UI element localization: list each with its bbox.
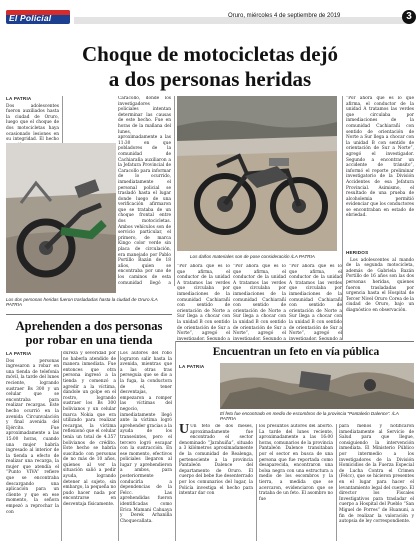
main-story-col3c-text: “Por ahora que es lo que afirma, el conductor de la unidad A tratamos las verdes que circulaba por inmediaciones de la comunidad Cachiarañí con sentido de orientación de Norte a Sur llega a chocar con la unidad B con sentido de orientación de Sur a Norte”, agregó el investigador. Segundo a: [289, 264, 342, 340]
main-story-col1-text: Dos adolescentes fueron auxiliados hasta la ciudad de Oruro, luego que el choque de dos motocicletas haya ocasionado lesiones en su integridad. El hecho: [6, 103, 59, 143]
story3-col2: [259, 424, 333, 541]
story2-col1: [6, 351, 59, 541]
brand-name: El Policial: [9, 13, 52, 23]
story2-col3-text: Los autores del robo lograron salir hasta la avenida, mientras que a las otras tras perseguía que se dio a la fuga, la conductora de el, tener desventajas, empezaron a romper las víctimas del negocio, inmediatamente llegó ante la víctima logró aprehender gracias a la ayuda de los transeúntes, pero el tercero logró escapar con la sustracción. En ese momento, efectivos policiales llegaron al lugar y aprehendieron a ambos, para posteriormente conducirla a dependencias de la Felcc. Las aprehendidas fueron identificadas como Erica Mamani Cahuaya y Derek Arhanilla Choquecallata.: [120, 351, 172, 524]
main-story-col4: [346, 96, 414, 246]
story2-col2: [63, 351, 116, 541]
main-story-col3-text: “Por ahora que es lo que afirma, el conductor de la unidad A tratamos las verdes que circulaba por inmediaciones de la comunidad Cachiarañí con sentido de orientación de Norte a Sur llega a chocar con la unidad B con sentido de orientación de Sur a Norte”, agregó el investigador. Segundo a: [177, 264, 230, 340]
story3-kicker-wrap: [179, 364, 219, 374]
page-number-badge: [402, 10, 416, 24]
story2-headline: [6, 319, 172, 347]
main-story-col3c: [289, 264, 342, 340]
story3-col1: [179, 424, 253, 541]
story3-divider-1: [256, 424, 257, 541]
photo2-caption: Los daños materiales son de pose consideración /LA PATRIA: [190, 254, 315, 259]
main-story-col4b: [346, 250, 414, 340]
main-story-col3b: [233, 264, 286, 340]
motorcycle-photo-left: [6, 143, 116, 293]
story2-divider-1: [61, 351, 62, 541]
page-number: 3: [406, 11, 412, 22]
story3-col2-text: los presuntos autores del aborto. La tarde del lunes reciente, aproximadamente a las 16:00 horas, comunarios de la provincia Pantaleón Dalence transitaban por el sector en busca de una persona que fue reportada como desaparecida, encontraron una bolsa negra con una estructura a medio de los escombros y la tierra, a medida que se acercaron, evidenciaron que se trataba de un feto. El asombro no fue: [259, 424, 333, 502]
main-divider-2: [174, 96, 175, 286]
main-headline: [0, 42, 420, 92]
section-divider-right: [176, 341, 414, 342]
story3-col1-text: Un feto de dos meses, aproximadamente fue encontrado el sector denominado “Jarahuiña”, situado a 3 kilómetros aproximadamente de la comunidad de Realenga, perteneciente a la provincia Pantaleón Dalence del departamento de Oruro. El cuerpo del bebe fue desenterrado por los comunarios del lugar, la Policía investiga el hecho para intentar dar con: [179, 424, 253, 497]
motorcycle-photo-right: [177, 96, 337, 251]
header-date: Oruro, miércoles 4 de septiembre de 2019: [228, 13, 341, 19]
story3-headline: Encuentran un feto en vía pública: [212, 346, 380, 358]
story-divider: [175, 341, 176, 541]
main-headline-line2: a dos personas heridas: [108, 67, 312, 91]
story2-headline-line2: por robar en una tienda: [25, 333, 153, 347]
story3-col3-text: para menos y notificaron inmediatamente al Servicio de Salud para que llegue, consiguiendo la intervención inmediata. El Ministerio Público por intermedio a los investigadores de la División Homicidios de la Fuerza Especial de Lucha Contra el Crimen (Felcc), que se hicieron presentes en el lugar para hacer el levantamiento legal del cuerpo. El director los Fiscales Investigativos para trasladar el cuerpo a Hospital del Pueblo “San Miguel de Porres” de Huanuni, a fin de realizar la valoración y autopsia de ley correspondiente.: [339, 424, 414, 525]
story3-dropcap: U: [179, 424, 190, 437]
story2-kicker: LA PATRIA: [6, 351, 32, 356]
story3-kicker: LA PATRIA: [179, 364, 205, 369]
story3-col3: [339, 424, 414, 541]
main-story-col3b-text: “Por ahora que es lo que afirma, el conductor de la unidad A tratamos las verdes que circulaba por inmediaciones de la comunidad Cachiarañí con sentido de orientación de Norte a Sur llega a chocar con la unidad B con sentido de orientación de Sur a Norte”, agregó el investigador. Segundo a: [233, 264, 286, 340]
brand-logo: [6, 10, 70, 24]
main-story-kicker: LA PATRIA: [6, 96, 32, 101]
story3-divider-2: [336, 424, 337, 541]
main-story-col4-text: Los adolescentes al mando de la segunda motocicleta, además de Gabriela Bazán Portillo de 16 años son las dos personas heridas, quienes fueron trasladadas por urgencia hasta el Hospital de Tercer Nivel Oruro Corea de la ciudad de Oruro, bajo un diagnóstico en observación.: [346, 257, 414, 313]
photo1-caption: Los dos personas heridas fueron trasladadas hasta la ciudad de Oruro /LA PATRIA: [6, 297, 158, 308]
main-story-col2-text: Caracollo, donde los investigadores policiales intentan determinar las causas de este hecho. Fue en horas de la mañana del lunes, aproximadamente a las 11:30 en que pobladores de la comunidad de Cachiaraña auxiliaron a la Jefatura Provincial de Caracollo para informar de lo ocurrido, inmediatamente el personal policial se trasladó hasta el lugar donde luego de una verificación afirmaron que se trataba de un choque frontal entre dos motocicletas. Ambos vehículos son de servicio particular, el primero, de marca Kingo color verde sin placa de circulación, era manejado por Pablo Portillo Bazán de 18 años, quien se encontraba por uno de los caminos de esta comunidad llegó a: [118, 96, 171, 286]
main-story-col3: [177, 264, 230, 340]
section-divider: [6, 314, 172, 315]
main-divider-3: [342, 96, 343, 340]
heridos-kicker: HERIDOS: [346, 250, 369, 255]
story2-headline-line1: Aprehenden a dos personas: [15, 319, 163, 333]
story2-col1-text: Dos personas ingresaron a robar en una tienda de telefonía móvil, la tarde del lunes reciente, logrando sustraer Bs 300 y un celular que se encontraba para realizar recargas. Este hecho ocurrió en la avenida Circunvalación y final avenida del Ejército. Fue aproximadamente a las 15:00 horas, cuando una mujer habría ingresado al interior de la tienda a efecto de realizar una recarga, la mujer que atendía el “Punto VIVA” refiere que se encontraba descargando una aplicación para un cliente y que en ese momento, la señora empezó a reprochar la con: [6, 358, 59, 515]
story3-caption: El feto fue encontrado en medio de escombros de la provincia “Pantaleón Dalence”. /LA PATRIA: [220, 411, 399, 422]
story2-col2-text: dureza y severidad por no haberla atendido de manera inmediata. Fue entonces que otra persona ingresó a la tienda y comenzó a agredir a la víctima, dándole un golpe en el rostro, logrando sustraer los Bs 300 bolivianos y un celular marca Nokia que era utilizado para realizar recargas, la víctima reflexionó que el celular tenía un total de 4.357 bolivianos de crédito. Este hecho se habría suscitado con personas de no más de 10 años, quienes al ver la situación salió a pedir ayuda, logrando detener al sujeto, sin embargo, la pequeña no pudo hacer nada por encontrarse en desventaja físicamente.: [63, 351, 116, 508]
main-headline-line1: Choque de motocicletas dejó: [81, 42, 339, 66]
story2-col3: [120, 351, 172, 541]
page-header: [0, 0, 420, 38]
story2-divider-2: [118, 351, 119, 541]
fetus-scene-photo: [220, 363, 414, 409]
main-story-col2: [118, 96, 171, 286]
main-story-col4-continued: “Por ahora que es lo que afirma, el conductor de la unidad A tratamos las verdes que circulaba por inmediaciones de la comunidad Cachiarañí con sentido de orientación de Norte a Sur llega a chocar con la unidad B con sentido de orientación de Sur a Norte”, agregó el investigador. Segundo a encontrar un accidente de tránsito”, informó el reporte preliminar investigatorio de la División Accidentes de esa Jefatura Provincial. Asimismo, el resultado de una prueba de alcoholemia permitió evidenciar que los conductores se encontraban en estado de ebriedad.: [346, 96, 414, 219]
